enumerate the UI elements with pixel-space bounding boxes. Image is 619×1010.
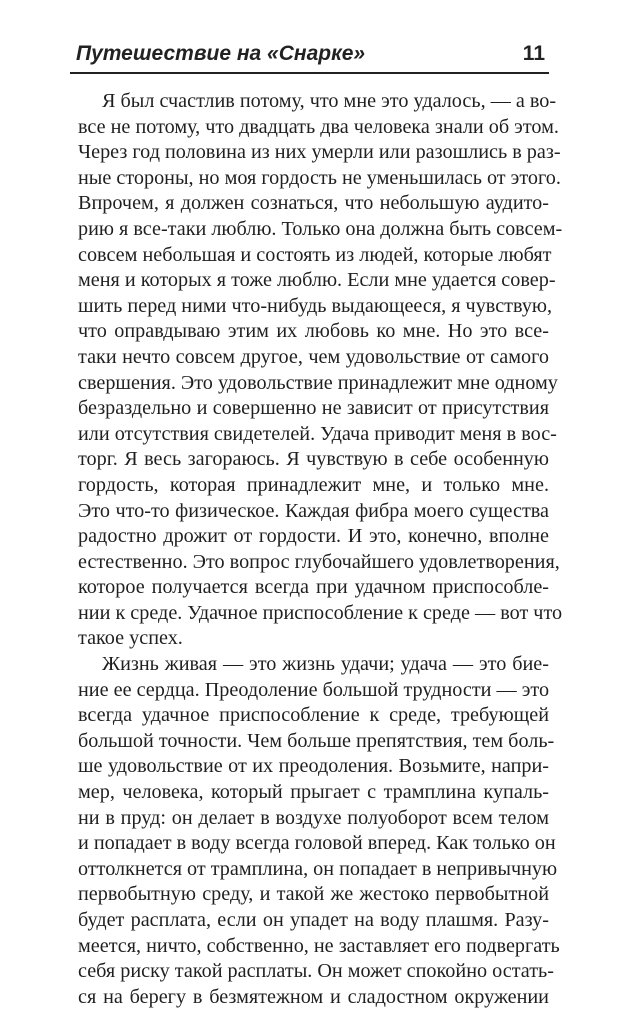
running-title: Путешествие на «Снарке» [76, 42, 366, 65]
running-header [70, 42, 549, 72]
text-line: Через год половина из них умерли или разошлись в раз- [78, 141, 561, 164]
text-line: ся на берегу в безмятежном и сладостном окружении [78, 985, 549, 1008]
text-line: ни в пруд: он делает в воздухе полуоборот всем телом [78, 806, 549, 829]
text-line: все не потому, что двадцать два человека знали об этом. [78, 115, 559, 138]
text-line: или отсутствия свидетелей. Удача приводит меня в вос- [78, 422, 557, 445]
text-line: торг. Я весь загораюсь. Я чувствую в себе особенную [78, 448, 549, 471]
text-line: всегда удачное приспособление к среде, требующей [78, 704, 549, 727]
text-line: Я был счастлив потому, что мне это удалось, — а во- [102, 90, 557, 112]
text-line: что оправдываю этим их любовь ко мне. Но это все- [78, 320, 549, 343]
text-line: себя риску такой расплаты. Он может спокойно остать- [78, 960, 554, 983]
text-line: ше удовольствие от их преодоления. Возьмите, напри- [78, 755, 549, 778]
text-line: оттолкнется от трамплина, он попадает в непривычную [78, 857, 558, 880]
text-line: нии к среде. Удачное приспособление к среде — вот что [78, 601, 563, 624]
text-line: Впрочем, я должен сознаться, что небольшую аудито- [78, 192, 549, 215]
page-number: 11 [522, 42, 545, 65]
text-line: Это что-то физическое. Каждая фибра моего существа [78, 499, 549, 522]
text-line: шить перед ними что-нибудь выдающееся, я чувствую, [78, 294, 553, 317]
text-line: большой точности. Чем больше препятствия, тем боль- [78, 729, 555, 752]
text-line: такое успех. [78, 627, 183, 650]
text-line: первобытную среду, и такой же жестоко первобытной [78, 883, 549, 906]
text-line: совсем небольшая и состоять из людей, которые любят [78, 243, 552, 266]
text-line: свершения. Это удовольствие принадлежит мне одному [78, 371, 558, 394]
text-line: и попадает в воду всегда головой вперед. Как только он [78, 832, 556, 855]
body-text [78, 89, 563, 1010]
text-line: таки нечто совсем другое, чем удовольствие от самого [78, 345, 549, 368]
text-line: ние ее сердца. Преодоление большой трудности — это [78, 678, 550, 701]
text-line: ные стороны, но моя гордость не уменьшилась от этого. [78, 166, 561, 189]
text-line: естественно. Это вопрос глубочайшего удовлетворения, [78, 550, 560, 573]
text-line: Жизнь живая — это жизнь удачи; удача — это бие- [102, 653, 549, 676]
text-line: меется, ничто, собственно, не заставляет его подвергать [78, 934, 560, 957]
text-line: будет расплата, если он упадет на воду плашмя. Разу- [78, 909, 549, 931]
text-line: безраздельно и совершенно не зависит от присутствия [78, 397, 549, 420]
text-line: которое получается всегда при удачном приспособле- [78, 576, 549, 599]
header-rule [70, 72, 549, 74]
text-line: радостно дрожит от гордости. И это, конечно, вполне [78, 525, 549, 548]
text-line: меня и которых я тоже люблю. Если мне удается совер- [78, 269, 556, 292]
text-line: рию я все-таки люблю. Только она должна быть совсем- [78, 217, 563, 240]
text-line: гордость, которая принадлежит мне, и только мне. [78, 473, 549, 496]
text-line: мер, человека, который прыгает с трамплина купаль- [78, 781, 549, 804]
